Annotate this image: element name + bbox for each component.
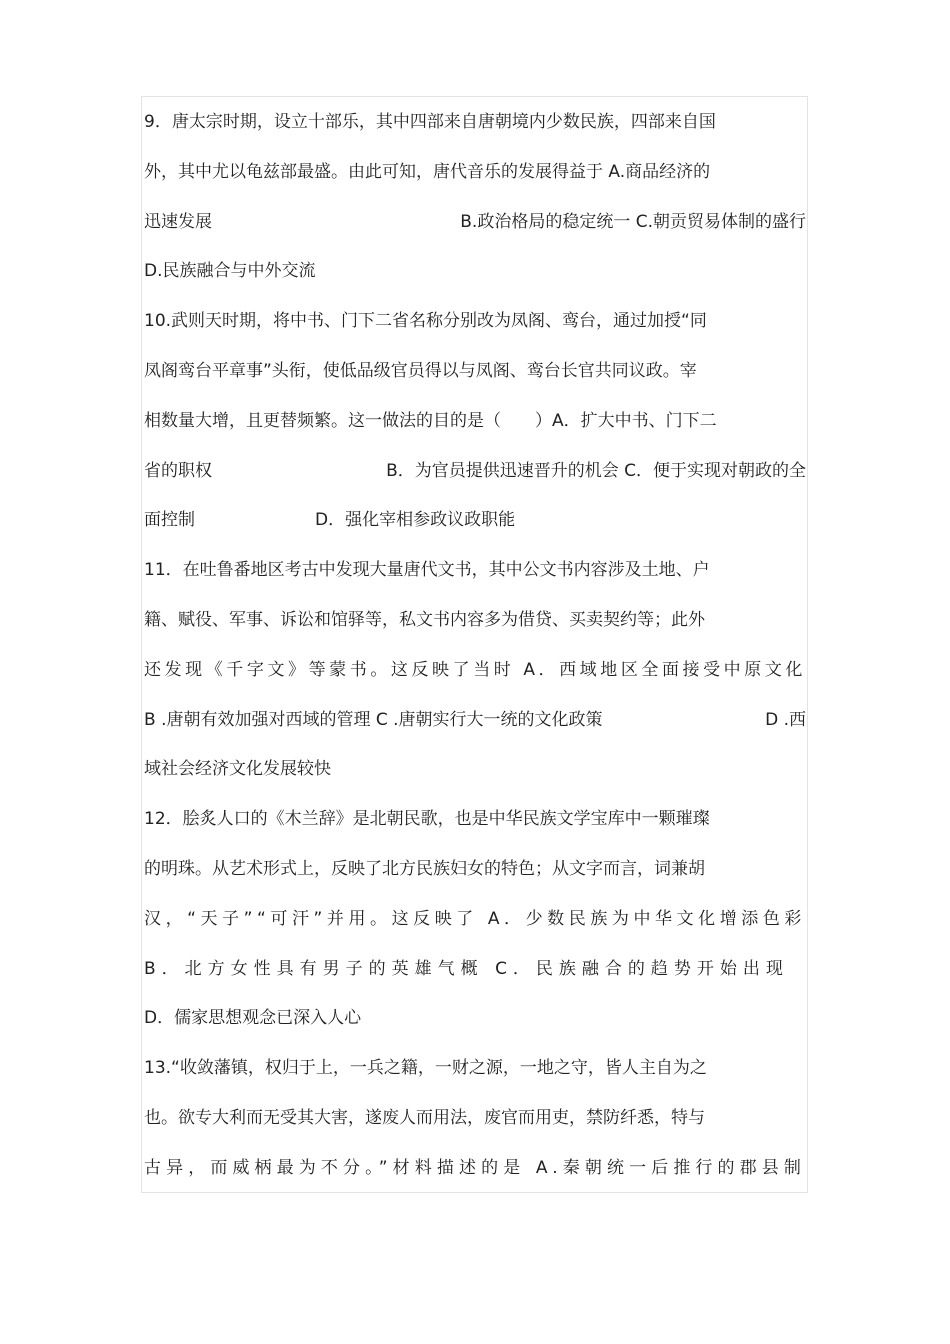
text-segment: D．强化宰相参政议政职能 (315, 510, 516, 531)
document-body (144, 98, 806, 1194)
text-segment: 省的职权 (144, 460, 212, 481)
text-segment: 11．在吐鲁番地区考古中发现大量唐代文书，其中公文书内容涉及土地、户 (144, 560, 710, 581)
text-line (144, 646, 806, 696)
text-line (144, 447, 806, 497)
text-line (144, 198, 806, 248)
text-segment: 汉，“天子”“可汗”并用。这反映了 A．少数民族为中华文化增添色彩 (144, 908, 806, 929)
text-segment: B .唐朝有效加强对西域的管理 C .唐朝实行大一统的文化政策 (144, 709, 603, 730)
text-segment: B．为官员提供迅速晋升的机会 C．便于实现对朝政的全 (386, 460, 806, 481)
text-segment: D.民族融合与中外交流 (144, 261, 316, 282)
text-line (144, 596, 806, 646)
text-line (144, 795, 806, 845)
text-segment: 13.“收敛藩镇，权归于上，一兵之籍，一财之源，一地之守，皆人主自为之 (144, 1058, 707, 1079)
text-segment: B.政治格局的稳定统一 C.朝贡贸易体制的盛行 (460, 211, 806, 232)
text-segment: 凤阁鸾台平章事”头衔，使低品级官员得以与凤阁、鸾台长官共同议政。宰 (144, 360, 697, 381)
text-line (144, 945, 806, 995)
text-line (144, 994, 806, 1044)
text-segment: 10.武则天时期，将中书、门下二省名称分别改为凤阁、鸾台，通过加授“同 (144, 311, 707, 332)
text-line (144, 148, 806, 198)
text-line (144, 1144, 806, 1194)
text-segment: D .西 (765, 709, 806, 730)
text-segment: 域社会经济文化发展较快 (144, 759, 331, 780)
text-line (144, 696, 806, 746)
text-line (144, 247, 806, 297)
text-line (144, 397, 806, 447)
text-line (144, 1094, 806, 1144)
text-segment: 还发现《千字文》等蒙书。这反映了当时 A．西域地区全面接受中原文化 (144, 659, 806, 680)
text-segment: 面控制 (144, 510, 195, 531)
text-segment: 9．唐太宗时期，设立十部乐，其中四部来自唐朝境内少数民族，四部来自国 (144, 112, 716, 132)
text-line (144, 297, 806, 347)
text-line (144, 895, 806, 945)
text-segment: 相数量大增，且更替频繁。这一做法的目的是（ ）A．扩大中书、门下二 (144, 410, 717, 431)
text-segment: B．北方女性具有男子的英雄气概 C．民族融合的趋势开始出现 (144, 958, 789, 979)
text-line (144, 546, 806, 596)
text-line (144, 347, 806, 397)
text-segment: 籍、赋役、军事、诉讼和馆驿等，私文书内容多为借贷、买卖契约等；此外 (144, 609, 705, 630)
text-segment: 的明珠。从艺术形式上，反映了北方民族妇女的特色；从文字而言，词兼胡 (144, 858, 705, 879)
text-segment: 古异，而威柄最为不分。”材料描述的是 A.秦朝统一后推行的郡县制 (144, 1157, 806, 1178)
text-segment: 也。欲专大利而无受其大害，遂废人而用法，废官而用吏，禁防纤悉，特与 (144, 1107, 705, 1128)
text-segment: 12．脍炙人口的《木兰辞》是北朝民歌，也是中华民族文学宝库中一颗璀璨 (144, 809, 710, 830)
text-segment: D．儒家思想观念已深入人心 (144, 1008, 362, 1029)
text-line (144, 745, 806, 795)
text-segment: 外，其中尤以龟兹部最盛。由此可知，唐代音乐的发展得益于 A.商品经济的 (144, 161, 711, 182)
text-line (144, 496, 806, 546)
text-line (144, 98, 806, 148)
text-line (144, 1044, 806, 1094)
text-line (144, 845, 806, 895)
text-segment: 迅速发展 (144, 211, 212, 232)
